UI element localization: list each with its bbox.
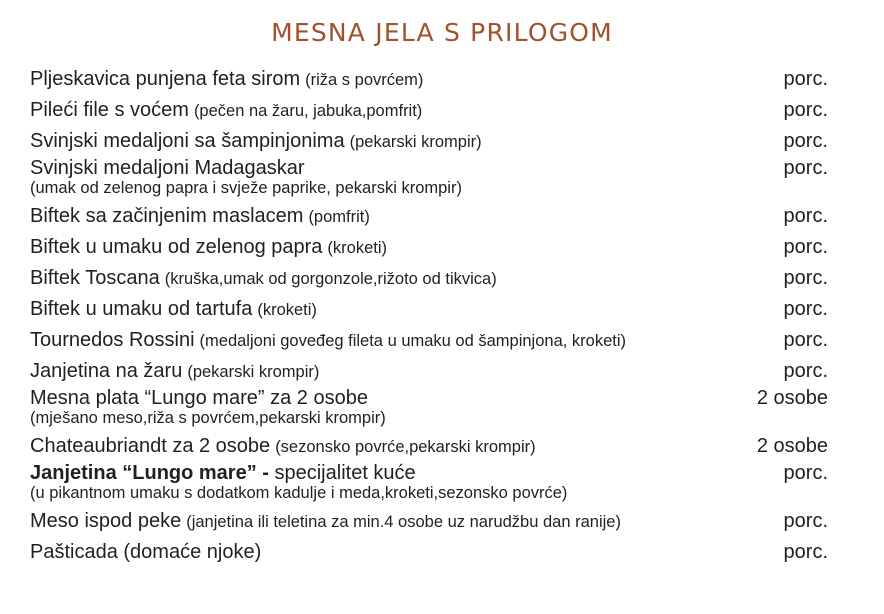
menu-item <box>30 232 828 263</box>
dish-description: (pečen na žaru, jabuka,pomfrit) <box>193 102 423 120</box>
dish-price: porc. <box>783 360 828 382</box>
dish-description: (kroketi) <box>327 239 388 257</box>
dish-price: porc. <box>783 68 828 90</box>
dish-price: porc. <box>783 157 828 179</box>
dish-description: (pekarski krompir) <box>349 133 482 151</box>
dish-description: (sezonsko povrće,pekarski krompir) <box>275 438 536 456</box>
dish-name-wrap <box>30 537 261 568</box>
menu-item <box>30 431 828 462</box>
dish-name-wrap <box>30 263 497 295</box>
dish-name-wrap <box>30 232 387 264</box>
dish-price: porc. <box>783 267 828 289</box>
dish-description: (umak od zelenog papra i svježe paprike, pekarski krompir) <box>30 179 462 197</box>
dish-price: porc. <box>783 329 828 351</box>
menu-item <box>30 387 828 431</box>
dish-name: Mesna plata “Lungo mare” za 2 osobe <box>30 387 368 409</box>
dish-name-wrap <box>30 325 626 357</box>
menu-item <box>30 294 828 325</box>
dish-name: Biftek Toscana <box>30 267 160 289</box>
dish-name-wrap <box>30 431 536 463</box>
dish-description: (medaljoni goveđeg fileta u umaku od šampinjona, kroketi) <box>199 332 627 350</box>
dish-price: porc. <box>783 236 828 258</box>
dish-name: Chateaubriandt za 2 osobe <box>30 435 271 457</box>
dish-name-wrap <box>30 387 368 409</box>
menu-item <box>30 506 828 537</box>
dish-name-wrap <box>30 462 416 484</box>
dish-description: (pomfrit) <box>308 208 370 226</box>
dish-name-wrap <box>30 294 317 326</box>
dish-name: Biftek u umaku od zelenog papra <box>30 236 323 258</box>
menu-item <box>30 95 828 126</box>
dish-price: porc. <box>783 462 828 484</box>
dish-description: (mješano meso,riža s povrćem,pekarski krompir) <box>30 409 386 427</box>
menu-item <box>30 126 828 157</box>
menu-list <box>30 64 828 568</box>
dish-name: Pileći file s voćem <box>30 99 189 121</box>
dish-name-wrap <box>30 356 319 388</box>
dish-price: porc. <box>783 130 828 152</box>
dish-name-wrap <box>30 126 482 158</box>
dish-description: (pekarski krompir) <box>187 363 320 381</box>
menu-item <box>30 462 828 506</box>
dish-name: Biftek u umaku od tartufa <box>30 298 253 320</box>
menu-item <box>30 356 828 387</box>
dish-name-bold: Janjetina “Lungo mare” - <box>30 462 269 484</box>
dish-price: 2 osobe <box>756 435 828 457</box>
menu-title: MESNA JELA S PRILOGOM <box>271 18 613 47</box>
dish-description: (kruška,umak od gorgonzole,rižoto od tikvica) <box>164 270 497 288</box>
dish-price: 2 osobe <box>756 387 828 409</box>
dish-description: (janjetina ili teletina za min.4 osobe uz narudžbu dan ranije) <box>186 513 621 531</box>
dish-name-wrap <box>30 201 370 233</box>
menu-item <box>30 325 828 356</box>
dish-description: (kroketi) <box>257 301 317 319</box>
menu-item <box>30 537 828 568</box>
dish-name-wrap <box>30 64 423 96</box>
menu-item <box>30 64 828 95</box>
dish-price: porc. <box>783 298 828 320</box>
dish-name: Tournedos Rossini <box>30 329 195 351</box>
dish-name: Svinjski medaljoni Madagaskar <box>30 157 305 179</box>
dish-price: porc. <box>783 510 828 532</box>
dish-name: Meso ispod peke <box>30 510 182 532</box>
dish-price: porc. <box>783 205 828 227</box>
dish-price: porc. <box>783 541 828 563</box>
dish-name: Pljeskavica punjena feta sirom <box>30 68 301 90</box>
dish-name: Pašticada (domaće njoke) <box>30 541 262 563</box>
dish-price: porc. <box>783 99 828 121</box>
dish-description: (u pikantnom umaku s dodatkom kadulje i meda,kroketi,sezonsko povrće) <box>30 484 568 502</box>
dish-description: (riža s povrćem) <box>305 71 424 89</box>
dish-name: Svinjski medaljoni sa šampinjonima <box>30 130 345 152</box>
dish-name-wrap <box>30 95 422 127</box>
dish-name-wrap <box>30 506 621 538</box>
dish-name: Biftek sa začinjenim maslacem <box>30 205 304 227</box>
dish-name-wrap <box>30 157 305 179</box>
menu-item <box>30 263 828 294</box>
dish-name: specijalitet kuće <box>268 462 416 484</box>
dish-name: Janjetina na žaru <box>30 360 183 382</box>
menu-item <box>30 157 828 201</box>
menu-item <box>30 201 828 232</box>
